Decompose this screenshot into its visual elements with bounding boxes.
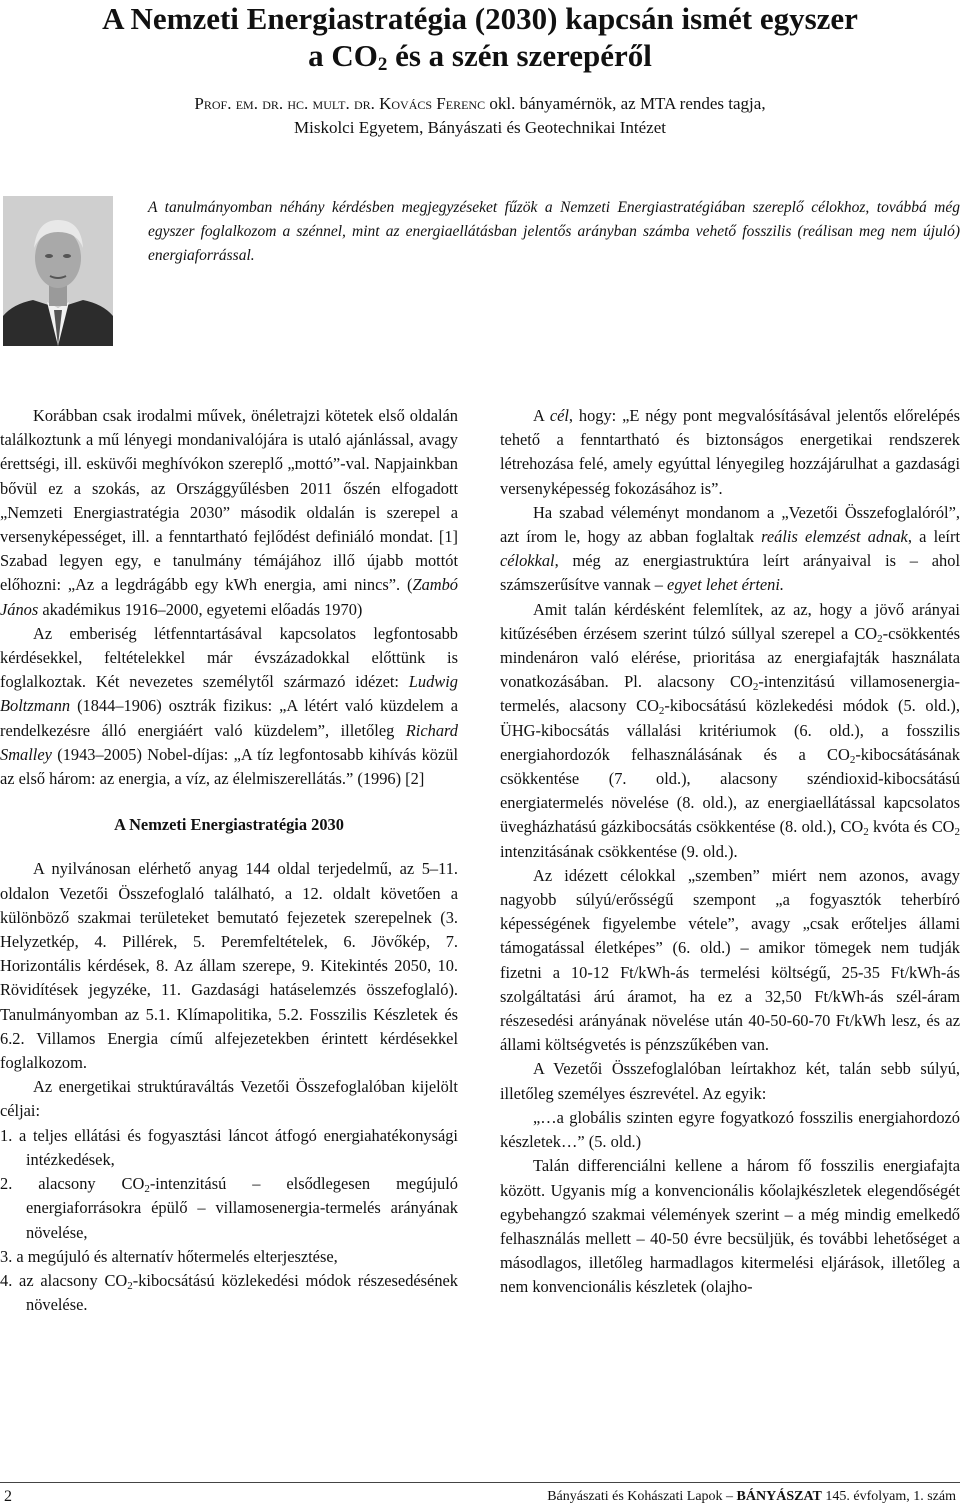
emphasis: reális elemzést adnak — [761, 527, 908, 547]
list-text: 2. alacsony CO — [0, 1174, 145, 1194]
person-name: Zambó János — [0, 575, 458, 619]
author-portrait — [3, 196, 113, 346]
paragraph: Az idézett célokkal „szemben” miért nem azonos, avagy nagyobb súlyú/erősségű szempont „a fogyasztók teherbíró képességének figyelembe vétele”, avagy „csak erőteljes állami támogatással életképes” (6. old.) – amikor tömegek nem tudják fizetni a 10-12 Ft/kWh-ás termelési költségű, 25-35 Ft/kWh-ás szolgáltatási árú áramot, ha ez a 32,50 Ft/kWh-ás szél-áram részesedési arányának növelése után 40-50-60-70 Ft/kWh lesz, és az állami költségvetés is pénzszűkében van. — [500, 865, 960, 1055]
subscript: 2 — [863, 826, 869, 839]
title-text: és a szén szerepéről — [387, 38, 652, 73]
paragraph-text: Az emberiség létfenntartásával kapcsolatos legfontosabb kérdésekkel, feltételekkel már évszázadokkal előttünk is foglalkoztak. Két nevezetes személytől származó idézet: — [0, 623, 458, 692]
paragraph-text: -kibocsátású közlekedési módok (5. old.), ÜHG-kibocsátás vállalási kritériumok (6. old.), a fosszilis energiahordozók felhasználásának és a CO — [500, 696, 960, 764]
subscript: 2 — [658, 705, 665, 718]
goals-list — [0, 1124, 458, 1318]
abstract: A tanulmányomban néhány kérdésben megjegyzéseket fűzök a Nemzeti Energiastratégiában szereplő célokhoz, továbbá még egyszer foglalkozom a szénnel, mint az energiaellátásban jelentős arányban számba vehető fosszilis (reálisan meg nem újuló) energiaforrással. — [148, 199, 960, 264]
subscript: 2 — [849, 753, 856, 766]
section-heading: A Nemzeti Energiastratégia 2030 — [114, 815, 344, 835]
author-name — [0, 92, 960, 116]
emphasis: egyet lehet érteni. — [667, 575, 784, 595]
list-item: 3. a megújuló és alternatív hőtermelés elterjesztése, — [0, 1246, 338, 1266]
subscript: 2 — [752, 681, 759, 694]
author-affiliation: Miskolci Egyetem, Bányászati és Geotechnikai Intézet — [294, 118, 666, 137]
title-line-1: A Nemzeti Energiastratégia (2030) kapcsán ismét egyszer — [102, 1, 858, 36]
paragraph-text: A — [533, 406, 550, 425]
list-text: -intenzitású – elsődlegesen megújuló energiaforrásokra épülő – villamosenergia-termelés arányának növelése, — [26, 1174, 458, 1242]
paragraph-text: kvóta és CO — [868, 817, 955, 837]
title-subscript: 2 — [377, 54, 388, 75]
paragraph — [500, 598, 960, 864]
list-text: 4. az alacsony CO — [0, 1270, 128, 1290]
paragraph: A Vezetői Összefoglalóban leírtakhoz két, talán sebb súlyú, illetőleg személyes észrevétel. Az egyik: — [500, 1059, 960, 1103]
paragraph-text: Ha szabad véleményt mondanom a „Vezetői Összefoglalóról”, azt írom le, hogy az abban foglaltak — [500, 502, 960, 547]
paragraph-text: -intenzitású villamosenergia-termelés, alacsony CO — [500, 672, 960, 716]
paragraph-text: (1943–2005) Nobel-díjas: „A tíz legfontosabb kihívás közül az első három: az energia, a víz, az élelmiszerellátás.” (1996) [2] — [0, 744, 458, 789]
author-block — [0, 92, 960, 140]
emphasis: cél — [549, 406, 569, 425]
paragraph — [0, 404, 458, 622]
paragraph-text: Korábban csak irodalmi művek, önéletrajzi kötetek első oldalán találkoztunk a mű lényegi mondanivalójára is utaló ajánlással, avagy érettségi, ill. esküvői meghívókon szereplő „mottó”-val. Napjainkban bővül ez a szokás, az Országgyűlésben 2011 őszén elfogadott „Nemzeti Energiastratégia 2030” második oldalán is szerepel a versenyképességet, ill. a fenntartható fejlődést definiáló mondat. [1] Szabad legyen egy, e tanulmány témájához illő újabb mottót előhozni: „Az a legdrágább egy kWh energia, ami nincs”. ( — [0, 406, 458, 595]
paragraph-text: , hogy: „E négy pont megvalósításával jelentős előrelépés tehető a fenntartható és biztonságos energetikai rendszerek létrehozása felé, amely egyúttal lényegileg hozzájárulhat a gazdasági versenyképesség fokozásához is”. — [500, 406, 960, 498]
journal-section: BÁNYÁSZAT — [736, 1489, 822, 1504]
list-item — [0, 1172, 458, 1245]
emphasis: célokkal — [500, 551, 555, 571]
author-name-caps: Prof. em. dr. hc. mult. dr. Kovács Ferenc — [194, 94, 486, 113]
paragraph-text: Amit talán kérdésként felemlítek, az az, hogy a jövő arányai kitűzésében érzésem szerint túlzó súllyal szerepel a CO — [500, 599, 960, 643]
footer-divider — [0, 1482, 960, 1483]
right-column — [500, 404, 960, 1300]
list-item: 1. a teljes ellátási és fogyasztási láncot átfogó energiahatékonysági intézkedések, — [0, 1125, 458, 1169]
portrait-image — [3, 196, 113, 346]
paragraph: A nyilvánosan elérhető anyag 144 oldal terjedelmű, az 5–11. oldalon Vezetői Összefoglaló található, a 12. oldalt követően a különböző szakmai területeket bemutató fejezetek szerepelnek (3. Helyzetkép, 4. Pillérek, 5. Peremfeltételek, 6. Jövőkép, 7. Horizontális kérdések, 8. Az állam szerepe, 9. Kitekintés 2050, 10. Rövidítések jegyzéke, 11. Gazdasági hatáselemzés összefoglaló). Tanulmányomban az 5.1. Klímapolitika, 5.2. Fosszilis Készletek és 6.2. Villamos Energia című alfejezetekben érintett kérdésekkel foglalkozom. — [0, 859, 458, 1073]
paragraph — [500, 501, 960, 598]
journal-info — [547, 1488, 956, 1506]
paragraph: Talán differenciálni kellene a három fő fosszilis energiafajta között. Ugyanis míg a konvencionális kőolajkészletek elegendőségét egybehangzó szakmai vélemények szerint – a még mindig emelkedő felhasználás mellett – 40-50 évre becsüljük, és további lehetőséget a másodlagos, illetőleg harmadlagos kitermelési eljárások, illetőleg a nem konvencionális készletek (olajho- — [500, 1156, 960, 1297]
journal-issue: 145. évfolyam, 1. szám — [821, 1489, 956, 1504]
left-column — [0, 404, 458, 1317]
quotation: „…a globális szinten egyre fogyatkozó fosszilis energiahordozó készletek…” (5. old.) — [500, 1107, 960, 1152]
page-number: 2 — [4, 1488, 12, 1505]
paragraph: Az energetikai struktúraváltás Vezetői Összefoglalóban kijelölt céljai: — [0, 1077, 458, 1121]
subscript: 2 — [144, 1183, 150, 1196]
paragraph-text: -csökkentés mindenáron való elérése, prioritása az energiafajták használata vonatkozásában. Pl. alacsony CO — [500, 623, 960, 692]
title-text: a CO — [308, 38, 378, 73]
paragraph-text: (1844–1906) osztrák fizikus: „A létért való küzdelem a rendelkezésre álló energiáért való küzdelem”, illetőleg — [0, 696, 458, 740]
list-text: -kibocsátású közlekedési módok részesedésének növelése. — [26, 1270, 458, 1315]
author-credentials: okl. bányamérnök, az MTA rendes tagja, — [485, 94, 766, 113]
subscript: 2 — [877, 632, 883, 645]
list-item — [0, 1269, 458, 1317]
paragraph-text: , a leírt — [907, 527, 960, 547]
paragraph-text: , még az energiastruktúra leírt arányaival is – ahol számszerűsítve vannak – — [500, 551, 960, 595]
subscript: 2 — [954, 826, 960, 839]
subscript: 2 — [127, 1279, 133, 1292]
paragraph-text: -kibocsátásának csökkentése (7. old.), alacsony széndioxid-kibocsátású energiatermelés növelése (8. old.), az energiaellátással kapcsolatos üvegházhatású gázkibocsátás csökkentése (8. old.), CO — [500, 744, 960, 837]
journal-name: Bányászati és Kohászati Lapok – — [547, 1489, 737, 1504]
paragraph-text: akadémikus 1916–2000, egyetemi előadás 1970) — [38, 599, 363, 619]
title-line-2 — [0, 37, 960, 83]
person-name: Ludwig Boltzmann — [0, 672, 458, 716]
paragraph — [0, 622, 458, 791]
person-name: Richard Smalley — [0, 720, 458, 764]
paragraph — [500, 404, 960, 501]
paragraph-text: intenzitásának csökkentése (9. old.). — [500, 841, 738, 861]
